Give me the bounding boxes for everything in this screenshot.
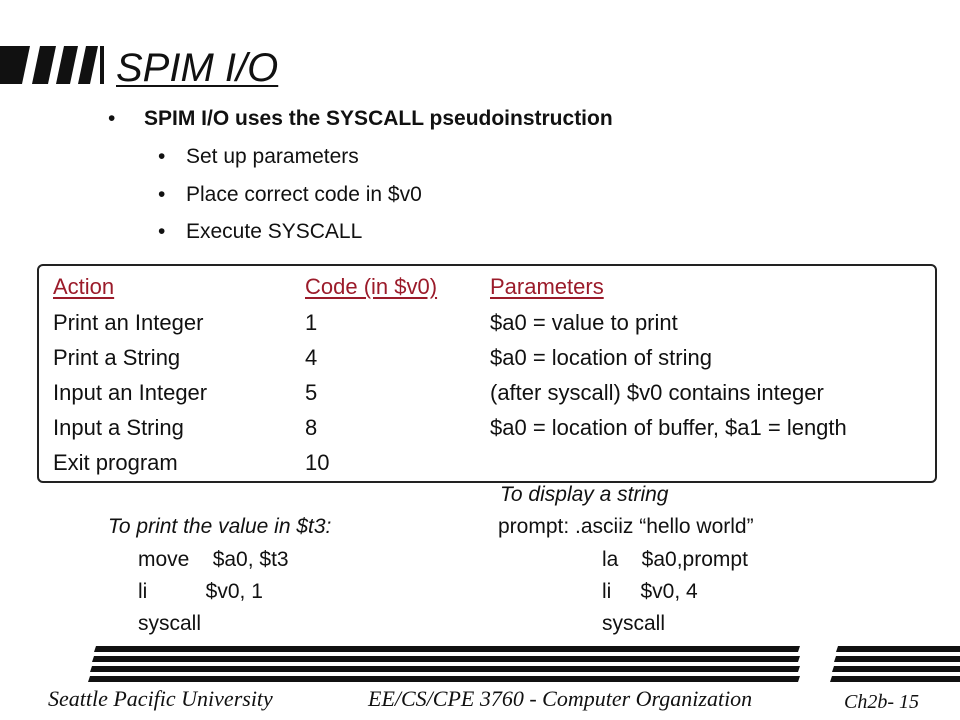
table-cell-code: 4 — [305, 345, 318, 370]
table-cell-code: 5 — [305, 380, 318, 405]
table-cell-action: Print a String — [53, 345, 181, 370]
example-left-heading: To print the value in $t3: — [108, 515, 332, 538]
table-cell-code: 10 — [305, 450, 330, 475]
main-bullet — [108, 106, 808, 132]
bullet-dot-icon: • — [158, 183, 166, 206]
example-right-code-line: li $v0, 4 — [602, 580, 698, 603]
table-cell-parameters: $a0 = location of string — [490, 345, 712, 370]
sub-bullet — [158, 182, 658, 208]
sub-bullet — [158, 219, 658, 245]
sub-bullet-text: Place correct code in $v0 — [186, 183, 422, 206]
example-right-code-line: la $a0,prompt — [602, 548, 748, 571]
table-cell-code: 1 — [305, 310, 318, 335]
example-right-code-line: syscall — [602, 612, 666, 635]
slide-title: SPIM I/O — [116, 46, 279, 90]
table-cell-code: 8 — [305, 415, 318, 440]
table-header-parameters: Parameters — [490, 274, 604, 299]
title-decoration-bars — [0, 42, 105, 88]
example-left-code-line: syscall — [138, 612, 202, 635]
bullet-dot-icon: • — [158, 220, 166, 243]
sub-bullet-text: Set up parameters — [186, 145, 359, 168]
footer-course: EE/CS/CPE 3760 - Computer Organization — [368, 686, 753, 711]
table-header-action: Action — [53, 274, 115, 299]
main-bullet-text: SPIM I/O uses the SYSCALL pseudoinstruction — [144, 107, 613, 130]
table-cell-parameters: $a0 = value to print — [490, 310, 678, 335]
table-cell-parameters: (after syscall) $v0 contains integer — [490, 380, 824, 405]
sub-bullet-text: Execute SYSCALL — [186, 220, 363, 243]
example-right-prompt-line: prompt: .asciiz “hello world” — [498, 515, 754, 538]
sub-bullet — [158, 144, 658, 170]
syscall-table — [37, 264, 937, 483]
footer-university: Seattle Pacific University — [48, 686, 273, 711]
footer-decoration-bars — [0, 640, 960, 686]
table-header-code: Code (in $v0) — [305, 274, 438, 299]
example-right-heading: To display a string — [500, 483, 669, 506]
bullet-dot-icon: • — [158, 145, 166, 168]
table-cell-action: Exit program — [53, 450, 178, 475]
example-left-code-line: move $a0, $t3 — [138, 548, 289, 571]
bullet-dot-icon: • — [108, 107, 116, 130]
example-left-code-line: li $v0, 1 — [138, 580, 263, 603]
table-cell-action: Print an Integer — [53, 310, 204, 335]
table-cell-action: Input an Integer — [53, 380, 208, 405]
table-cell-action: Input a String — [53, 415, 184, 440]
table-cell-parameters: $a0 = location of buffer, $a1 = length — [490, 415, 847, 440]
footer-page-number: Ch2b- 15 — [844, 691, 919, 713]
